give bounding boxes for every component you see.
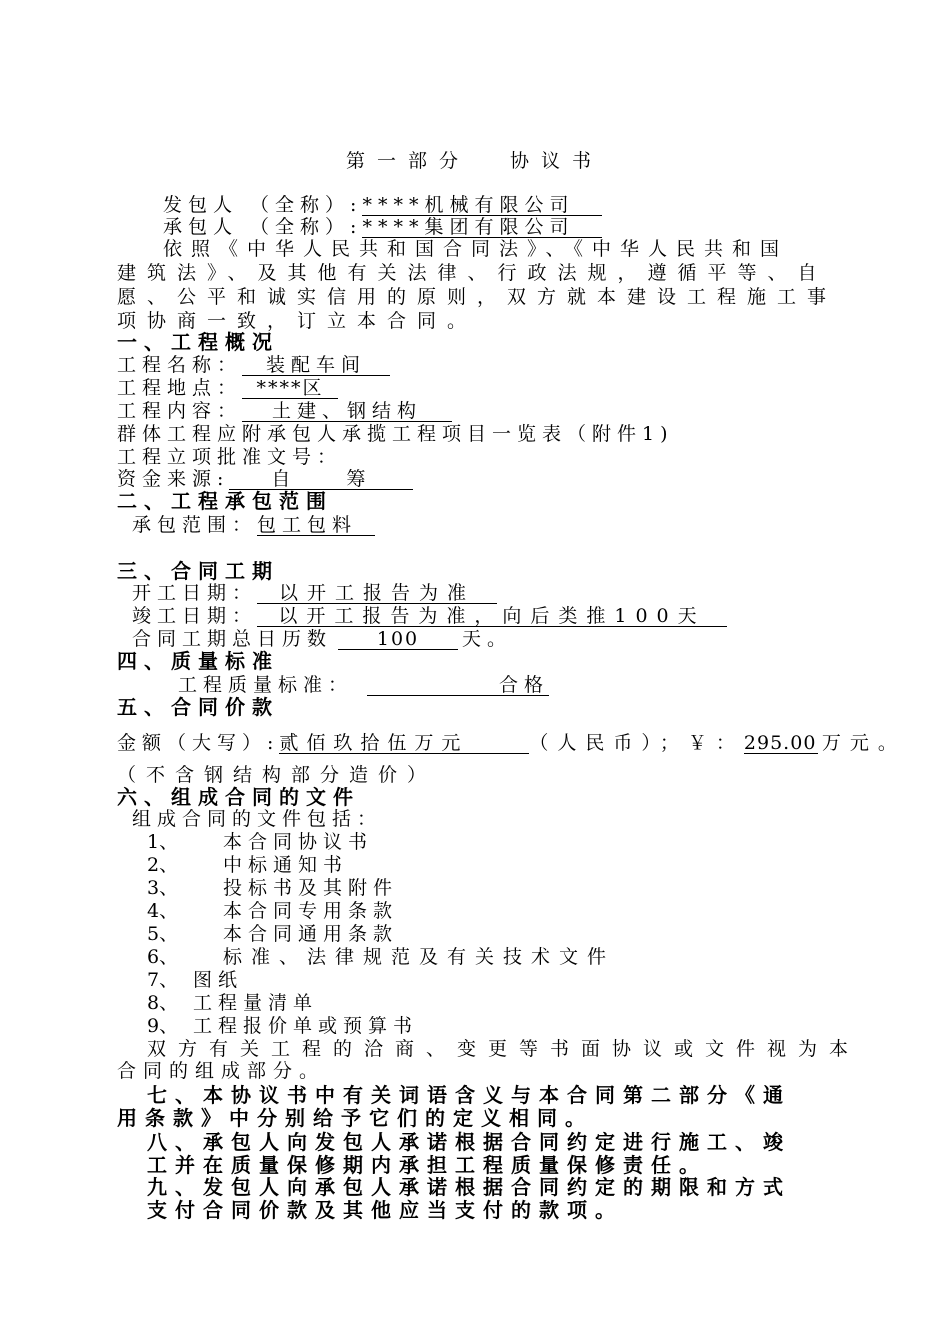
s1-approval-line: 工程立项批准文号：: [117, 446, 343, 468]
s6-item-text: 本合同协议书: [223, 831, 374, 853]
s1-location-line: [117, 377, 338, 399]
s3-total-line: [132, 628, 512, 650]
s3-heading: 三、合同工期: [117, 559, 279, 583]
intro-line-3: 愿、公平和诚实信用的原则，双方就本建设工程施工事: [117, 286, 838, 308]
s7-line-2: 用条款》中分别给予它们的定义相同。: [117, 1106, 593, 1130]
s6-item-text: 中标通知书: [223, 854, 349, 876]
contractor-label: 承包人 （全称）:: [163, 216, 363, 238]
s3-total-label: 合同工期总日历数: [132, 628, 333, 650]
s5-amount-value: 贰佰玖拾伍万元: [279, 733, 529, 754]
intro-line-2: 建筑法》、及其他有关法律、行政法规，遵循平等、自: [117, 262, 828, 284]
s1-name-line: [117, 354, 390, 376]
s5-amount-label: 金额（大写）:: [117, 732, 280, 754]
s6-item-text: 本合同通用条款: [223, 923, 399, 945]
s1-name-value: 装配车间: [242, 355, 390, 376]
employer-line: [163, 194, 602, 216]
page-title: [346, 146, 603, 173]
s6-item-text: 图纸: [193, 969, 244, 991]
s6-item-1: [147, 831, 373, 853]
s6-item-num: 3、: [147, 877, 179, 899]
s6-intro: 组成合同的文件包括：: [132, 808, 383, 830]
s5-number-value: 295.00: [743, 732, 817, 754]
s6-item-9: [147, 1015, 418, 1037]
s6-item-num: 2、: [147, 854, 179, 876]
s1-location-label: 工程地点：: [117, 377, 243, 399]
s1-funds-value: 自 筹: [229, 469, 413, 490]
s6-item-text: 投标书及其附件: [223, 877, 399, 899]
s6-closing-1: 双方有关工程的洽商、变更等书面协议或文件视为本: [147, 1038, 861, 1060]
s5-unit: 万元。: [821, 732, 906, 754]
s2-scope-label: 承包范围：: [132, 514, 258, 536]
s6-item-7: [147, 969, 243, 991]
s6-item-num: 8、: [147, 992, 179, 1014]
s6-item-8: [147, 992, 318, 1014]
s6-item-num: 6、: [147, 946, 179, 968]
s5-heading: 五、合同价款: [117, 695, 279, 719]
s8-line-2: 工并在质量保修期内承担工程质量保修责任。: [147, 1153, 707, 1177]
s6-item-num: 7、: [147, 969, 179, 991]
s1-content-label: 工程内容：: [117, 400, 243, 422]
s6-item-text: 本合同专用条款: [223, 900, 399, 922]
s6-item-6: [147, 946, 615, 968]
contractor-value: ****集团有限公司: [362, 217, 602, 238]
s6-item-num: 4、: [147, 900, 179, 922]
s1-location-value: ****区: [242, 378, 338, 399]
s6-closing-2: 合同的组成部分。: [117, 1060, 326, 1082]
intro-line-1: 依照《中华人民共和国合同法》、《中华人民共和国: [163, 238, 789, 260]
s9-line-2: 支付合同价款及其他应当支付的款项。: [147, 1198, 623, 1222]
s6-item-2: [147, 854, 348, 876]
s1-heading: 一、工程概况: [117, 330, 279, 354]
s3-start-line: [132, 582, 497, 604]
s3-end-line: [132, 605, 727, 627]
s5-note: （不含钢结构部分造价）: [117, 764, 437, 786]
s6-item-num: 5、: [147, 923, 179, 945]
s1-group-line: 群体工程应附承包人承揽工程项目一览表（附件1): [117, 423, 674, 445]
s6-item-3: [147, 877, 398, 899]
s4-label: 工程质量标准：: [178, 674, 354, 696]
s1-funds-label: 资金来源:: [117, 468, 230, 490]
s1-content-line: [117, 400, 452, 422]
s3-end-label: 竣工日期：: [132, 605, 258, 627]
contractor-line: [163, 216, 602, 238]
employer-value: ****机械有限公司: [362, 195, 602, 216]
s6-item-4: [147, 900, 398, 922]
s6-item-5: [147, 923, 398, 945]
s7-line-1: 七、本协议书中有关词语含义与本合同第二部分《通: [147, 1083, 791, 1107]
s4-heading: 四、质量标准: [117, 649, 279, 673]
employer-label: 发包人 （全称）:: [163, 194, 363, 216]
s4-line: [178, 674, 549, 696]
s9-line-1: 九、发包人向承包人承诺根据合同约定的期限和方式: [147, 1175, 791, 1199]
s3-start-value: 以开工报告为准: [257, 583, 497, 604]
s6-item-text: 工程报价单或预算书: [193, 1015, 419, 1037]
s1-funds-line: [117, 468, 413, 490]
s6-item-text: 工程量清单: [193, 992, 319, 1014]
s2-scope-value: 包工包料: [257, 515, 375, 536]
title-part: 第一部分: [346, 150, 471, 172]
s5-amount-line: [117, 732, 906, 754]
s1-content-value: 土建、钢结构: [242, 401, 452, 422]
s8-line-1: 八、承包人向发包人承诺根据合同约定进行施工、竣: [147, 1130, 791, 1154]
s6-item-num: 9、: [147, 1015, 179, 1037]
s2-heading: 二、工程承包范围: [117, 489, 333, 513]
s3-end-value: 以开工报告为准，向后类推100天: [257, 606, 727, 627]
s6-heading: 六、组成合同的文件: [117, 785, 360, 809]
s3-total-unit: 天。: [462, 628, 513, 650]
s2-scope-line: [132, 514, 375, 536]
s6-item-num: 1、: [147, 831, 179, 853]
s3-start-label: 开工日期：: [132, 582, 258, 604]
s5-currency: （人民币）；￥：: [529, 732, 744, 754]
s1-name-label: 工程名称：: [117, 354, 243, 376]
title-name: 协议书: [510, 150, 604, 172]
intro-line-4: 项协商一致，订立本合同。: [117, 310, 478, 332]
s4-value: 合格: [367, 675, 549, 696]
s3-total-value: 100: [338, 629, 458, 650]
s6-item-text: 标准、法律规范及有关技术文件: [223, 946, 616, 968]
